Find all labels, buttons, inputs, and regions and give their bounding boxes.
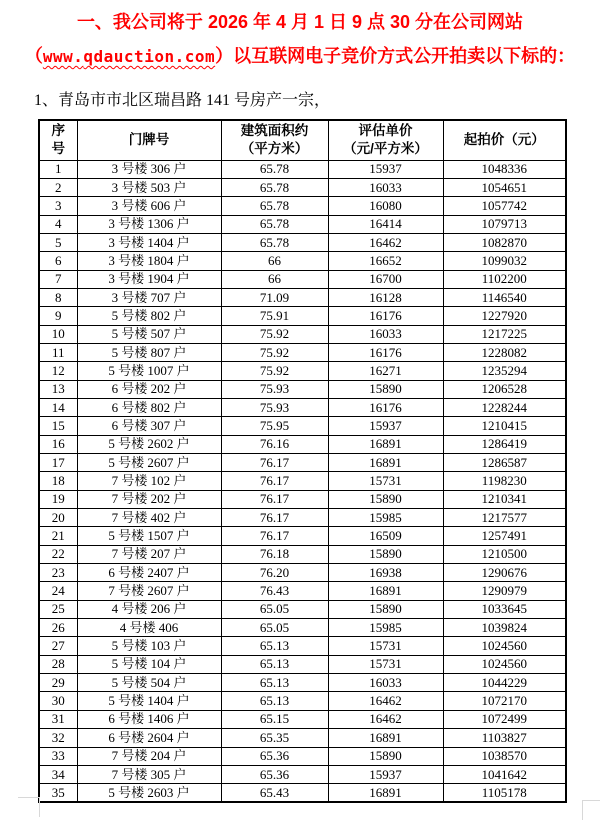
starting-price-cell: 1082870 — [443, 233, 566, 251]
serial-number-cell: 7 — [39, 270, 77, 288]
door-number-cell: 4 号楼 206 户 — [77, 600, 221, 618]
starting-price-cell: 1217577 — [443, 509, 566, 527]
starting-price-cell: 1235294 — [443, 362, 566, 380]
appraisal-unit-price-cell: 16891 — [328, 729, 443, 747]
serial-number-cell: 27 — [39, 637, 77, 655]
door-number-cell: 3 号楼 606 户 — [77, 197, 221, 215]
starting-price-cell: 1102200 — [443, 270, 566, 288]
starting-price-cell: 1079713 — [443, 215, 566, 233]
serial-number-cell: 14 — [39, 398, 77, 416]
serial-number-cell: 20 — [39, 509, 77, 527]
serial-number-cell: 22 — [39, 545, 77, 563]
website-url-domain: qdauction.com — [83, 47, 216, 66]
starting-price-cell: 1105178 — [443, 784, 566, 802]
table-row — [39, 325, 566, 343]
appraisal-unit-price-cell: 16891 — [328, 582, 443, 600]
serial-number-cell: 32 — [39, 729, 77, 747]
table-row — [39, 288, 566, 306]
appraisal-unit-price-cell: 15937 — [328, 417, 443, 435]
serial-number-cell: 25 — [39, 600, 77, 618]
building-area-cell: 65.36 — [221, 747, 328, 765]
door-number-cell: 5 号楼 802 户 — [77, 307, 221, 325]
serial-number-cell: 8 — [39, 288, 77, 306]
door-number-cell: 5 号楼 504 户 — [77, 674, 221, 692]
lot-description: 1、青岛市市北区瑞昌路 141 号房产一宗， — [34, 92, 331, 109]
table-row — [39, 490, 566, 508]
door-number-cell: 5 号楼 1507 户 — [77, 527, 221, 545]
starting-price-cell: 1210341 — [443, 490, 566, 508]
table-row — [39, 765, 566, 783]
door-number-cell: 7 号楼 202 户 — [77, 490, 221, 508]
serial-number-cell: 17 — [39, 454, 77, 472]
building-area-cell: 65.36 — [221, 765, 328, 783]
table-row — [39, 674, 566, 692]
table-row — [39, 270, 566, 288]
title-line-2 — [0, 39, 600, 74]
table-row — [39, 509, 566, 527]
appraisal-unit-price-cell: 16700 — [328, 270, 443, 288]
appraisal-unit-price-cell: 16414 — [328, 215, 443, 233]
open-paren: （ — [24, 46, 43, 66]
building-area-cell: 75.93 — [221, 398, 328, 416]
appraisal-unit-price-cell: 16033 — [328, 325, 443, 343]
table-row — [39, 784, 566, 802]
starting-price-cell: 1041642 — [443, 765, 566, 783]
door-number-cell: 3 号楼 707 户 — [77, 288, 221, 306]
table-row — [39, 655, 566, 673]
building-area-cell: 76.17 — [221, 527, 328, 545]
door-number-cell: 7 号楼 204 户 — [77, 747, 221, 765]
starting-price-cell: 1290676 — [443, 564, 566, 582]
starting-price-cell: 1099032 — [443, 252, 566, 270]
website-url-www: www. — [42, 47, 84, 66]
appraisal-unit-price-cell: 16509 — [328, 527, 443, 545]
appraisal-unit-price-cell: 15731 — [328, 655, 443, 673]
appraisal-unit-price-cell: 15985 — [328, 509, 443, 527]
appraisal-unit-price-cell: 16652 — [328, 252, 443, 270]
announcement-title — [0, 5, 600, 74]
building-area-cell: 65.13 — [221, 637, 328, 655]
table-header-row — [39, 120, 566, 160]
serial-number-cell: 6 — [39, 252, 77, 270]
building-area-cell: 75.93 — [221, 380, 328, 398]
building-area-cell: 71.09 — [221, 288, 328, 306]
starting-price-cell: 1227920 — [443, 307, 566, 325]
serial-number-cell: 33 — [39, 747, 77, 765]
serial-number-cell: 18 — [39, 472, 77, 490]
door-number-cell: 7 号楼 2607 户 — [77, 582, 221, 600]
starting-price-cell: 1210415 — [443, 417, 566, 435]
door-number-cell: 7 号楼 102 户 — [77, 472, 221, 490]
door-number-cell: 5 号楼 807 户 — [77, 343, 221, 361]
appraisal-unit-price-cell: 15731 — [328, 472, 443, 490]
serial-number-cell: 19 — [39, 490, 77, 508]
appraisal-unit-price-cell: 15890 — [328, 545, 443, 563]
table-row — [39, 362, 566, 380]
appraisal-unit-price-cell: 15731 — [328, 637, 443, 655]
table-row — [39, 197, 566, 215]
table-row — [39, 215, 566, 233]
serial-number-cell: 1 — [39, 160, 77, 178]
serial-number-cell: 4 — [39, 215, 77, 233]
auction-lots-table — [38, 119, 567, 803]
door-number-cell: 5 号楼 104 户 — [77, 655, 221, 673]
door-number-cell: 5 号楼 2602 户 — [77, 435, 221, 453]
door-number-cell: 5 号楼 2603 户 — [77, 784, 221, 802]
appraisal-unit-price-cell: 16462 — [328, 710, 443, 728]
building-area-cell: 76.20 — [221, 564, 328, 582]
door-number-cell: 7 号楼 207 户 — [77, 545, 221, 563]
starting-price-cell: 1072499 — [443, 710, 566, 728]
serial-number-cell: 11 — [39, 343, 77, 361]
building-area-cell: 76.17 — [221, 509, 328, 527]
table-row — [39, 417, 566, 435]
building-area-cell: 66 — [221, 252, 328, 270]
table-row — [39, 545, 566, 563]
appraisal-unit-price-cell: 16176 — [328, 398, 443, 416]
starting-price-cell: 1198230 — [443, 472, 566, 490]
building-area-cell: 65.43 — [221, 784, 328, 802]
building-area-cell: 65.05 — [221, 600, 328, 618]
appraisal-unit-price-cell: 15890 — [328, 747, 443, 765]
door-number-cell: 6 号楼 802 户 — [77, 398, 221, 416]
starting-price-cell: 1290979 — [443, 582, 566, 600]
column-header-1: 序 号 — [39, 120, 77, 160]
door-number-cell: 3 号楼 1404 户 — [77, 233, 221, 251]
column-header-2: 门牌号 — [77, 120, 221, 160]
building-area-cell: 65.35 — [221, 729, 328, 747]
serial-number-cell: 28 — [39, 655, 77, 673]
serial-number-cell: 23 — [39, 564, 77, 582]
starting-price-cell: 1210500 — [443, 545, 566, 563]
starting-price-cell: 1024560 — [443, 637, 566, 655]
building-area-cell: 76.17 — [221, 454, 328, 472]
starting-price-cell: 1072170 — [443, 692, 566, 710]
building-area-cell: 65.78 — [221, 197, 328, 215]
appraisal-unit-price-cell: 16080 — [328, 197, 443, 215]
door-number-cell: 5 号楼 507 户 — [77, 325, 221, 343]
table-row — [39, 307, 566, 325]
title-line-1-text: 一、我公司将于 2026 年 4 月 1 日 9 点 30 分在公司网站 — [76, 12, 524, 32]
appraisal-unit-price-cell: 16033 — [328, 178, 443, 196]
table-row — [39, 564, 566, 582]
table-row — [39, 619, 566, 637]
serial-number-cell: 2 — [39, 178, 77, 196]
building-area-cell: 65.78 — [221, 233, 328, 251]
serial-number-cell: 34 — [39, 765, 77, 783]
table-row — [39, 747, 566, 765]
door-number-cell: 7 号楼 305 户 — [77, 765, 221, 783]
serial-number-cell: 16 — [39, 435, 77, 453]
starting-price-cell: 1057742 — [443, 197, 566, 215]
serial-number-cell: 26 — [39, 619, 77, 637]
building-area-cell: 75.91 — [221, 307, 328, 325]
starting-price-cell: 1217225 — [443, 325, 566, 343]
appraisal-unit-price-cell: 15890 — [328, 380, 443, 398]
appraisal-unit-price-cell: 16033 — [328, 674, 443, 692]
table-row — [39, 454, 566, 472]
appraisal-unit-price-cell: 16128 — [328, 288, 443, 306]
starting-price-cell: 1103827 — [443, 729, 566, 747]
door-number-cell: 6 号楼 202 户 — [77, 380, 221, 398]
door-number-cell: 5 号楼 103 户 — [77, 637, 221, 655]
door-number-cell: 3 号楼 1306 户 — [77, 215, 221, 233]
appraisal-unit-price-cell: 16462 — [328, 233, 443, 251]
column-header-3: 建筑面积约 （平方米） — [221, 120, 328, 160]
title-line-1 — [0, 5, 600, 39]
table-row — [39, 178, 566, 196]
door-number-cell: 3 号楼 1804 户 — [77, 252, 221, 270]
starting-price-cell: 1228244 — [443, 398, 566, 416]
starting-price-cell: 1146540 — [443, 288, 566, 306]
table-row — [39, 398, 566, 416]
building-area-cell: 76.17 — [221, 490, 328, 508]
starting-price-cell: 1286587 — [443, 454, 566, 472]
table-row — [39, 472, 566, 490]
building-area-cell: 76.16 — [221, 435, 328, 453]
appraisal-unit-price-cell: 16176 — [328, 307, 443, 325]
starting-price-cell: 1033645 — [443, 600, 566, 618]
building-area-cell: 65.13 — [221, 692, 328, 710]
title-line-2-text: ）以互联网电子竞价方式公开拍卖以下标的： — [215, 46, 576, 66]
serial-number-cell: 12 — [39, 362, 77, 380]
door-number-cell: 6 号楼 2604 户 — [77, 729, 221, 747]
serial-number-cell: 15 — [39, 417, 77, 435]
appraisal-unit-price-cell: 16891 — [328, 454, 443, 472]
starting-price-cell: 1038570 — [443, 747, 566, 765]
starting-price-cell: 1024560 — [443, 655, 566, 673]
building-area-cell: 76.18 — [221, 545, 328, 563]
building-area-cell: 65.13 — [221, 655, 328, 673]
serial-number-cell: 30 — [39, 692, 77, 710]
door-number-cell: 6 号楼 2407 户 — [77, 564, 221, 582]
door-number-cell: 6 号楼 1406 户 — [77, 710, 221, 728]
starting-price-cell: 1048336 — [443, 160, 566, 178]
appraisal-unit-price-cell: 15937 — [328, 160, 443, 178]
serial-number-cell: 13 — [39, 380, 77, 398]
page-margin-corner-mark-left — [18, 797, 40, 817]
serial-number-cell: 10 — [39, 325, 77, 343]
building-area-cell: 75.92 — [221, 325, 328, 343]
door-number-cell: 5 号楼 1007 户 — [77, 362, 221, 380]
door-number-cell: 3 号楼 1904 户 — [77, 270, 221, 288]
table-row — [39, 729, 566, 747]
appraisal-unit-price-cell: 16462 — [328, 692, 443, 710]
column-header-5: 起拍价（元） — [443, 120, 566, 160]
serial-number-cell: 3 — [39, 197, 77, 215]
appraisal-unit-price-cell: 16271 — [328, 362, 443, 380]
building-area-cell: 65.13 — [221, 674, 328, 692]
building-area-cell: 76.17 — [221, 472, 328, 490]
serial-number-cell: 9 — [39, 307, 77, 325]
door-number-cell: 4 号楼 406 — [77, 619, 221, 637]
table-row — [39, 233, 566, 251]
building-area-cell: 65.78 — [221, 178, 328, 196]
starting-price-cell: 1228082 — [443, 343, 566, 361]
serial-number-cell: 5 — [39, 233, 77, 251]
table-row — [39, 380, 566, 398]
serial-number-cell: 35 — [39, 784, 77, 802]
table-row — [39, 160, 566, 178]
building-area-cell: 75.92 — [221, 343, 328, 361]
door-number-cell: 5 号楼 1404 户 — [77, 692, 221, 710]
serial-number-cell: 29 — [39, 674, 77, 692]
table-body — [39, 160, 566, 802]
starting-price-cell: 1039824 — [443, 619, 566, 637]
starting-price-cell: 1286419 — [443, 435, 566, 453]
page-margin-corner-mark-right — [582, 800, 600, 820]
starting-price-cell: 1054651 — [443, 178, 566, 196]
building-area-cell: 75.92 — [221, 362, 328, 380]
appraisal-unit-price-cell: 15890 — [328, 490, 443, 508]
door-number-cell: 5 号楼 2607 户 — [77, 454, 221, 472]
table-row — [39, 527, 566, 545]
serial-number-cell: 21 — [39, 527, 77, 545]
door-number-cell: 7 号楼 402 户 — [77, 509, 221, 527]
building-area-cell: 65.05 — [221, 619, 328, 637]
building-area-cell: 75.95 — [221, 417, 328, 435]
starting-price-cell: 1257491 — [443, 527, 566, 545]
building-area-cell: 76.43 — [221, 582, 328, 600]
appraisal-unit-price-cell: 15890 — [328, 600, 443, 618]
building-area-cell: 65.15 — [221, 710, 328, 728]
door-number-cell: 6 号楼 307 户 — [77, 417, 221, 435]
appraisal-unit-price-cell: 16891 — [328, 784, 443, 802]
building-area-cell: 65.78 — [221, 160, 328, 178]
door-number-cell: 3 号楼 503 户 — [77, 178, 221, 196]
serial-number-cell: 31 — [39, 710, 77, 728]
door-number-cell: 3 号楼 306 户 — [77, 160, 221, 178]
column-header-4: 评估单价 （元/平方米） — [328, 120, 443, 160]
appraisal-unit-price-cell: 16176 — [328, 343, 443, 361]
table-row — [39, 692, 566, 710]
table-row — [39, 582, 566, 600]
building-area-cell: 66 — [221, 270, 328, 288]
starting-price-cell: 1206528 — [443, 380, 566, 398]
table-row — [39, 435, 566, 453]
serial-number-cell: 24 — [39, 582, 77, 600]
starting-price-cell: 1044229 — [443, 674, 566, 692]
table-row — [39, 343, 566, 361]
appraisal-unit-price-cell: 16891 — [328, 435, 443, 453]
appraisal-unit-price-cell: 15985 — [328, 619, 443, 637]
building-area-cell: 65.78 — [221, 215, 328, 233]
appraisal-unit-price-cell: 15937 — [328, 765, 443, 783]
table-row — [39, 637, 566, 655]
table-row — [39, 600, 566, 618]
appraisal-unit-price-cell: 16938 — [328, 564, 443, 582]
table-row — [39, 252, 566, 270]
table-row — [39, 710, 566, 728]
